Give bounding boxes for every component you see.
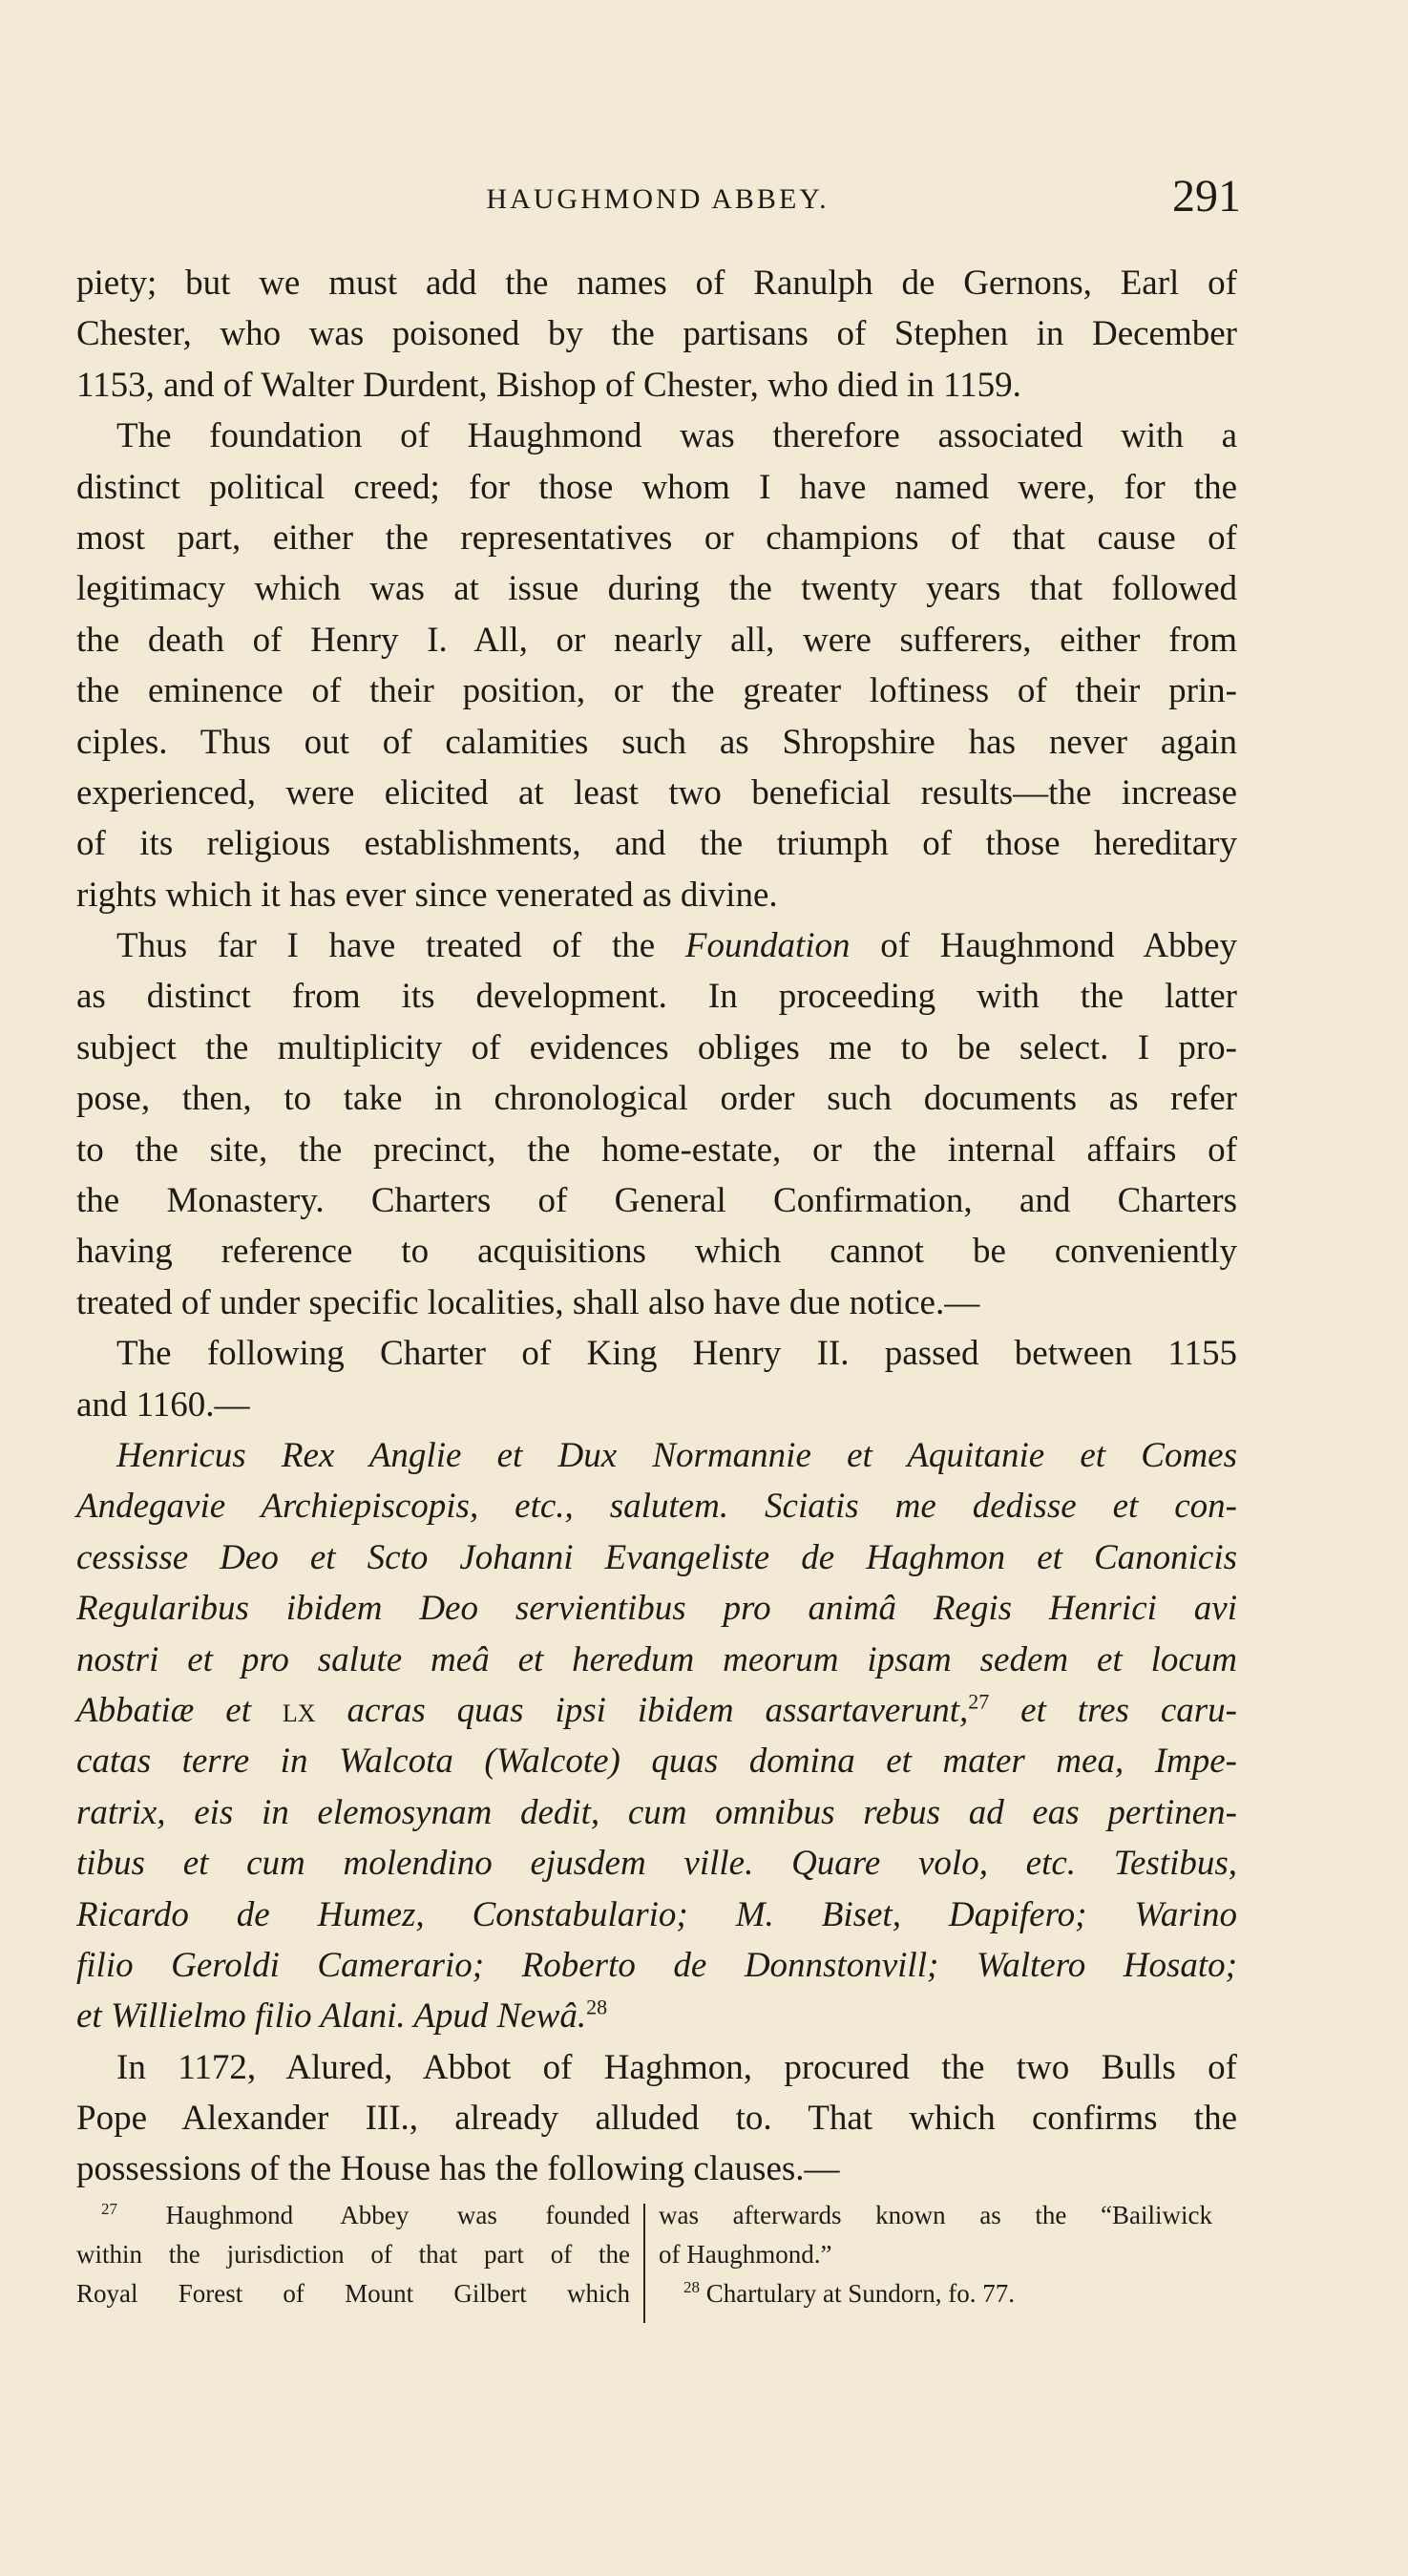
text-line: piety; but we must add the names of Ranulph de Gernons, Earl of <box>76 264 1237 303</box>
text-line: subject the multiplicity of evidences obliges me to be select. I pro- <box>76 1027 1237 1067</box>
text-line: having reference to acquisitions which cannot be conveniently <box>76 1232 1237 1272</box>
text-segment: et Willielmo filio Alani. Apud Newâ. <box>76 1996 587 2037</box>
footnotes <box>76 2196 1239 2320</box>
text-line: The following Charter of King Henry II. passed between 1155 <box>116 1334 1237 1374</box>
charter-line: Andegavie Archiepiscopis, etc., salutem. Sciatis me dedisse et con- <box>76 1487 1237 1527</box>
text-line: pose, then, to take in chronological order such documents as refer <box>76 1079 1237 1119</box>
text-line: In 1172, Alured, Abbot of Haghmon, procured the two Bulls of <box>116 2047 1237 2087</box>
text-line: to the site, the precinct, the home-estate, or the internal affairs of <box>76 1130 1237 1170</box>
footnote-marker-27: 27 <box>101 2200 117 2218</box>
body-text <box>76 258 1237 2195</box>
footnote-text: Chartulary at Sundorn, fo. 77. <box>700 2279 1015 2308</box>
text-line: possessions of the House has the following clauses.— <box>76 2149 840 2189</box>
text-line: as distinct from its development. In proceeding with the latter <box>76 977 1237 1017</box>
text-line: the eminence of their position, or the greater loftiness of their prin- <box>76 671 1237 711</box>
charter-line: Henricus Rex Anglie et Dux Normannie et Aquitanie et Comes <box>116 1435 1237 1475</box>
charter-line <box>76 1685 1237 1736</box>
page-number: 291 <box>1172 171 1241 222</box>
text-segment: Thus far I have treated of the <box>116 926 685 966</box>
charter-line: catas terre in Walcota (Walcote) quas domina et mater mea, Impe- <box>76 1742 1237 1782</box>
charter-line: ratrix, eis in elemosynam dedit, cum omnibus rebus ad eas pertinen- <box>76 1792 1237 1832</box>
footnote-line: was afterwards known as the “Bailiwick <box>659 2201 1212 2229</box>
footnote-marker-28: 28 <box>683 2278 700 2296</box>
charter-line: Regularibus ibidem Deo servientibus pro animâ Regis Henrici avi <box>76 1589 1237 1629</box>
text-line: the Monastery. Charters of General Confirmation, and Charters <box>76 1181 1237 1221</box>
footnote-column-left <box>76 2196 630 2313</box>
footnote-line: of Haughmond.” <box>659 2240 832 2269</box>
running-title: HAUGHMOND ABBEY. <box>486 183 830 215</box>
text-line: 1153, and of Walter Durdent, Bishop of Chester, who died in 1159. <box>76 365 1021 405</box>
footnote-line: within the jurisdiction of that part of the <box>76 2240 630 2269</box>
text-line: legitimacy which was at issue during the twenty years that followed <box>76 569 1237 609</box>
charter-line: Ricardo de Humez, Constabulario; M. Biset, Dapifero; Warino <box>76 1894 1237 1934</box>
text-line: distinct political creed; for those whom I have named were, for the <box>76 467 1237 507</box>
text-line: of its religious establishments, and the triumph of those hereditary <box>76 824 1237 864</box>
charter-line: cessisse Deo et Scto Johanni Evangeliste de Haghmon et Canonicis <box>76 1537 1237 1577</box>
text-line: Pope Alexander III., already alluded to. That which confirms the <box>76 2099 1237 2139</box>
text-line: ciples. Thus out of calamities such as Shropshire has never again <box>76 722 1237 762</box>
charter-line: filio Geroldi Camerario; Roberto de Donnstonvill; Waltero Hosato; <box>76 1945 1237 1985</box>
footnote-line <box>659 2274 1212 2313</box>
footnote-divider <box>643 2204 645 2323</box>
text-segment: acras quas ipsi ibidem assartaverunt, <box>315 1690 969 1730</box>
text-line: and 1160.— <box>76 1384 250 1425</box>
text-segment: Abbatiæ et <box>76 1690 283 1730</box>
emphasis-foundation: Foundation <box>684 926 851 966</box>
footnote-text: Haughmond Abbey was founded <box>117 2201 630 2229</box>
charter-line: tibus et cum molendino ejusdem ville. Quare volo, etc. Testibus, <box>76 1844 1237 1884</box>
page-header <box>74 170 1241 227</box>
text-segment: of Haughmond Abbey <box>850 926 1237 966</box>
charter-line <box>76 1991 1237 2041</box>
text-line: experienced, were elicited at least two beneficial results—the increase <box>76 772 1237 813</box>
text-line: most part, either the representatives or champions of that cause of <box>76 517 1237 558</box>
footnote-column-right <box>659 2196 1212 2313</box>
text-line: the death of Henry I. All, or nearly all, were sufferers, either from <box>76 620 1237 660</box>
footnote-line: Royal Forest of Mount Gilbert which <box>76 2279 630 2308</box>
text-line: The foundation of Haughmond was therefore associated with a <box>116 416 1237 456</box>
footnote-ref-27[interactable]: 27 <box>968 1689 990 1714</box>
text-line: rights which it has ever since venerated as divine. <box>76 875 778 915</box>
text-segment: et tres caru- <box>989 1690 1238 1730</box>
text-line <box>76 920 1237 971</box>
charter-line: nostri et pro salute meâ et heredum meorum ipsam sedem et locum <box>76 1639 1237 1679</box>
text-line: treated of under specific localities, shall also have due notice.— <box>76 1282 980 1322</box>
text-line: Chester, who was poisoned by the partisans of Stephen in December <box>76 314 1237 354</box>
footnote-ref-28[interactable]: 28 <box>586 1995 608 2019</box>
small-caps-numeral: lx <box>282 1690 316 1730</box>
footnote-line <box>76 2196 630 2235</box>
